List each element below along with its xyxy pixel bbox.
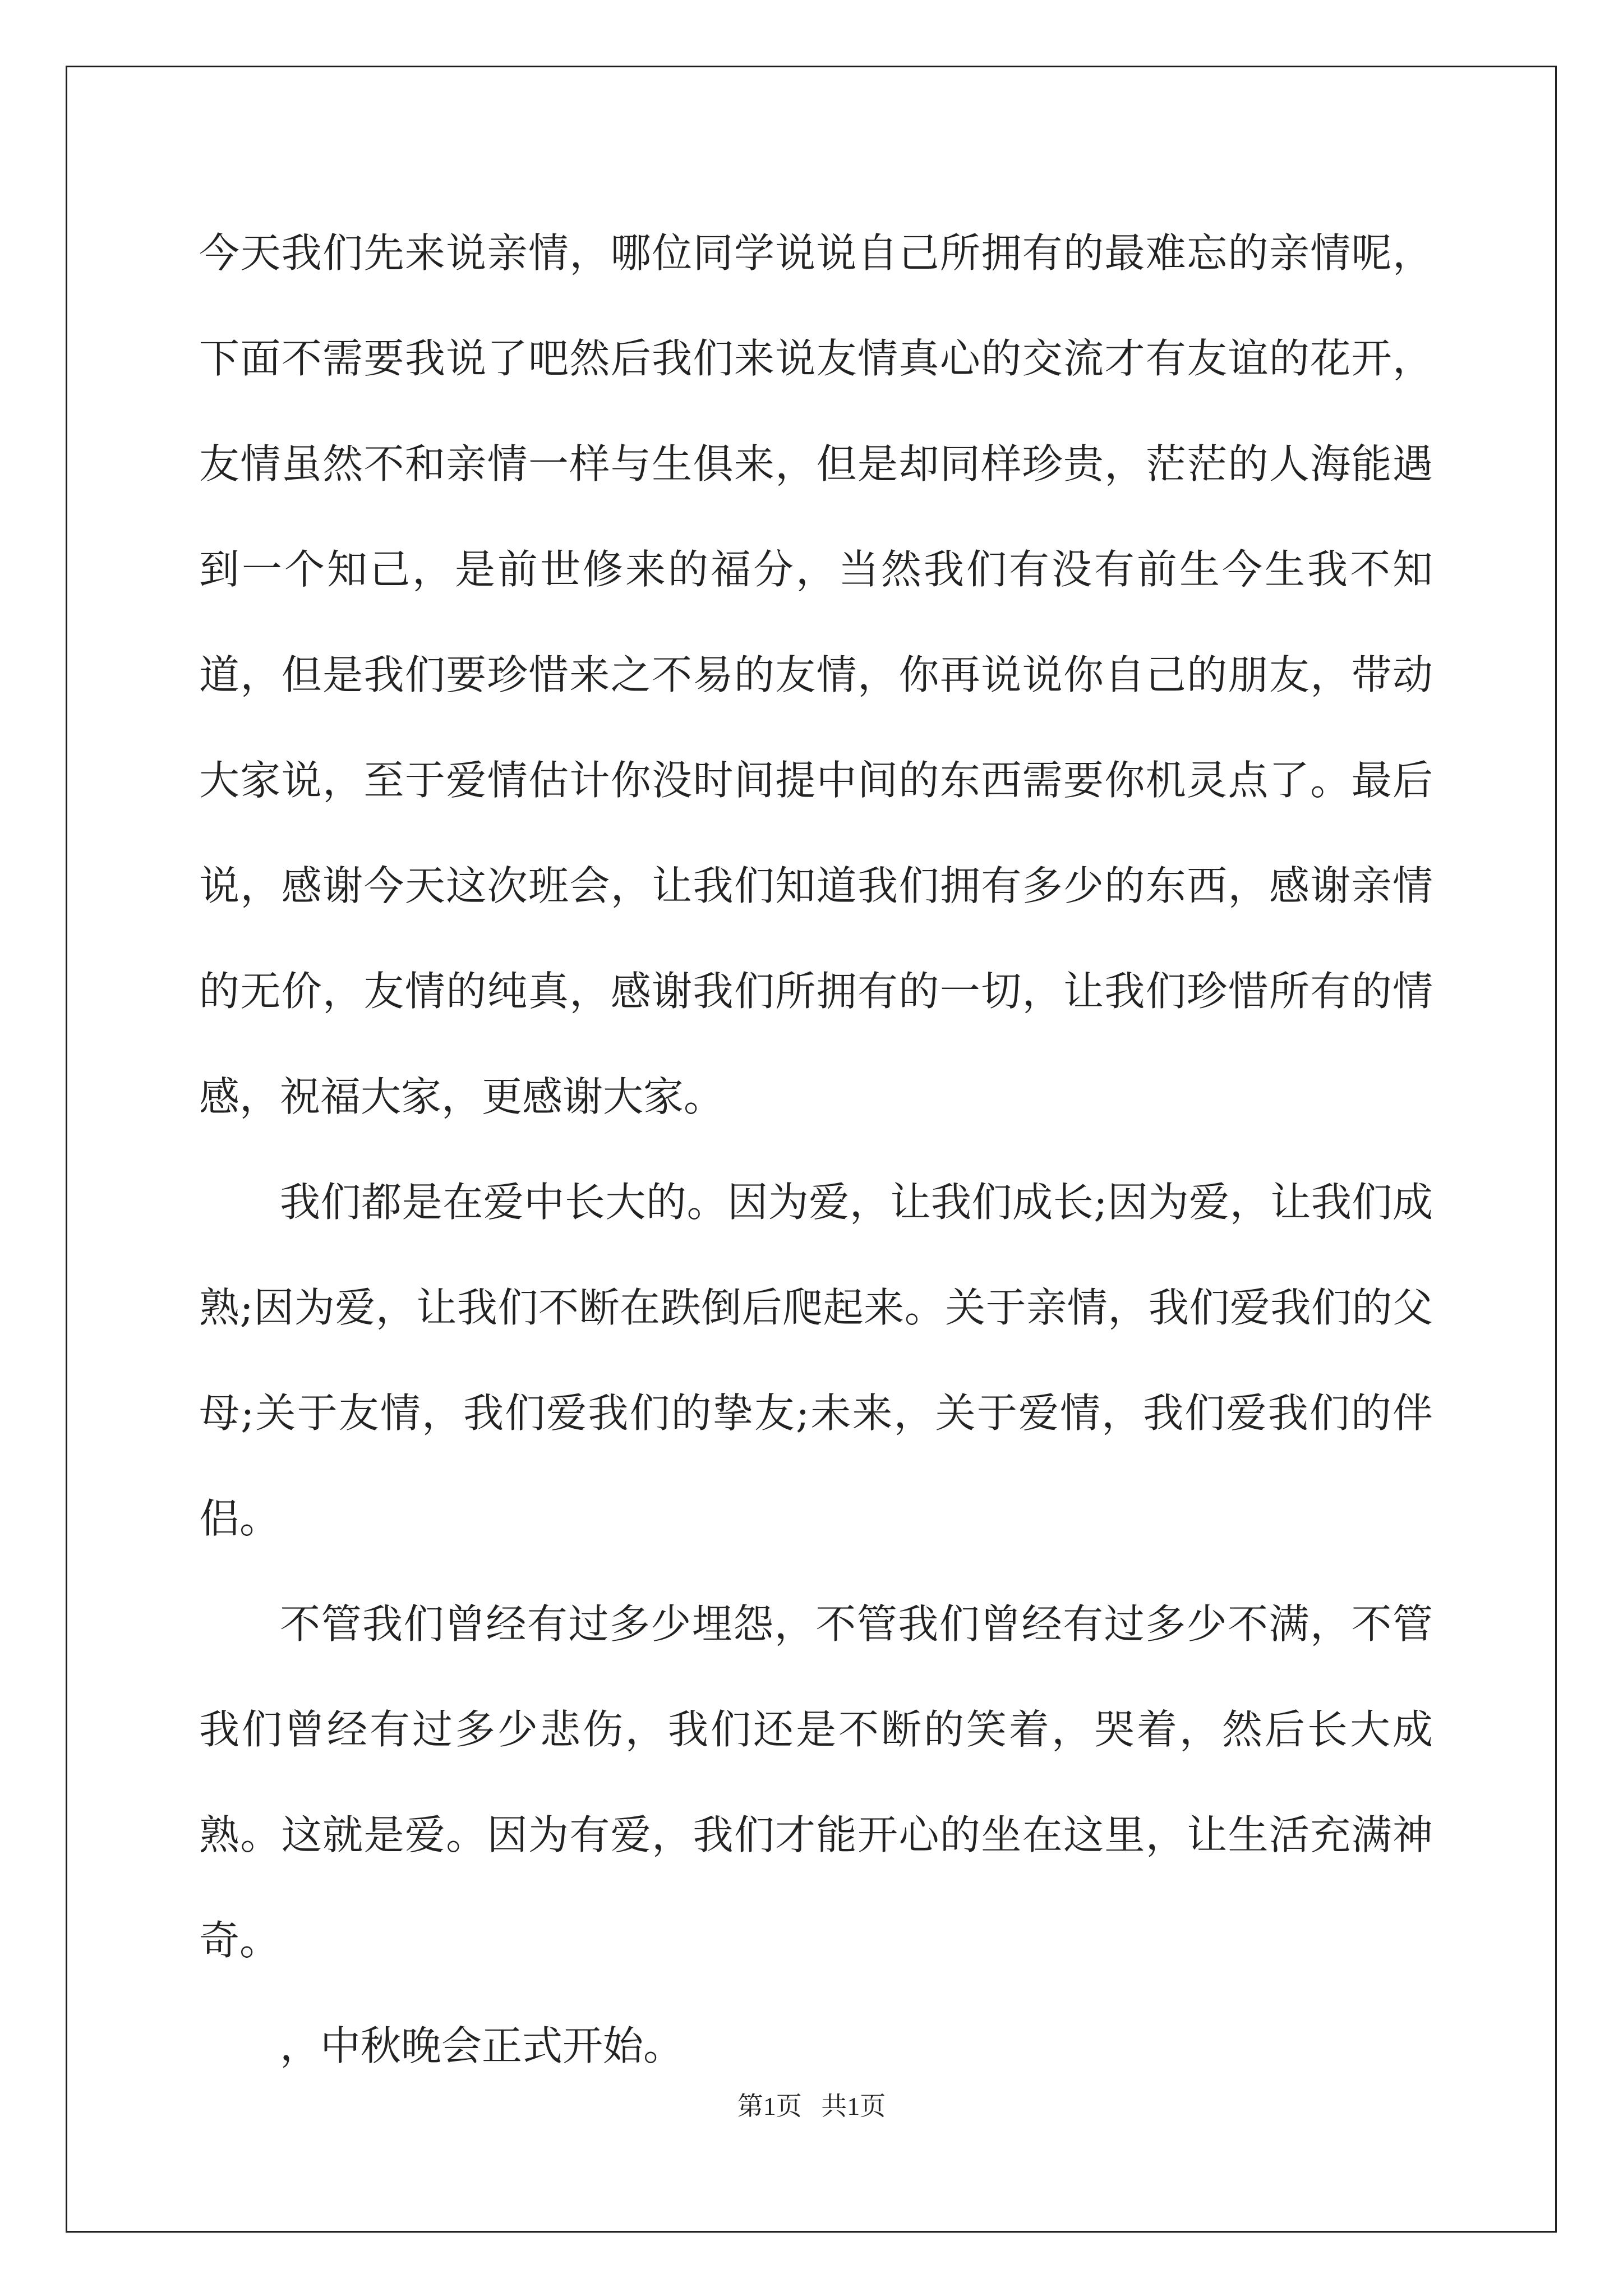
paragraph-3: 不管我们曾经有过多少埋怨，不管我们曾经有过多少不满，不管我们曾经有过多少悲伤，我们还是不断的笑着，哭着，然后长大成熟。这就是爱。因为有爱，我们才能开心的坐在这里，让生活充满神奇。 (199, 1600, 1433, 1964)
paragraph-4: ，中秋晚会正式开始。 (280, 2022, 684, 2069)
document-body (199, 200, 1433, 2099)
paragraph-1: 今天我们先来说亲情，哪位同学说说自己所拥有的最难忘的亲情呢，下面不需要我说了吧然后我们来说友情真心的交流才有友谊的花开，友情虽然不和亲情一样与生俱来，但是却同样珍贵，茫茫的人海能遇到一个知己，是前世修来的福分，当然我们有没有前生今生我不知道，但是我们要珍惜来之不易的友情，你再说说你自己的朋友，带动大家说，至于爱情估计你没时间提中间的东西需要你机灵点了。最后说，感谢今天这次班会，让我们知道我们拥有多少的东西，感谢亲情的无价，友情的纯真，感谢我们所拥有的一切，让我们珍惜所有的情感，祝福大家，更感谢大家。 (199, 229, 1433, 1120)
paragraph-2: 我们都是在爱中长大的。因为爱，让我们成长;因为爱，让我们成熟;因为爱，让我们不断在跌倒后爬起来。关于亲情，我们爱我们的父母;关于友情，我们爱我们的挚友;未来，关于爱情，我们爱我们的伴侣。 (199, 1179, 1433, 1542)
page-number-footer: 第1页 共1页 (737, 2092, 886, 2120)
